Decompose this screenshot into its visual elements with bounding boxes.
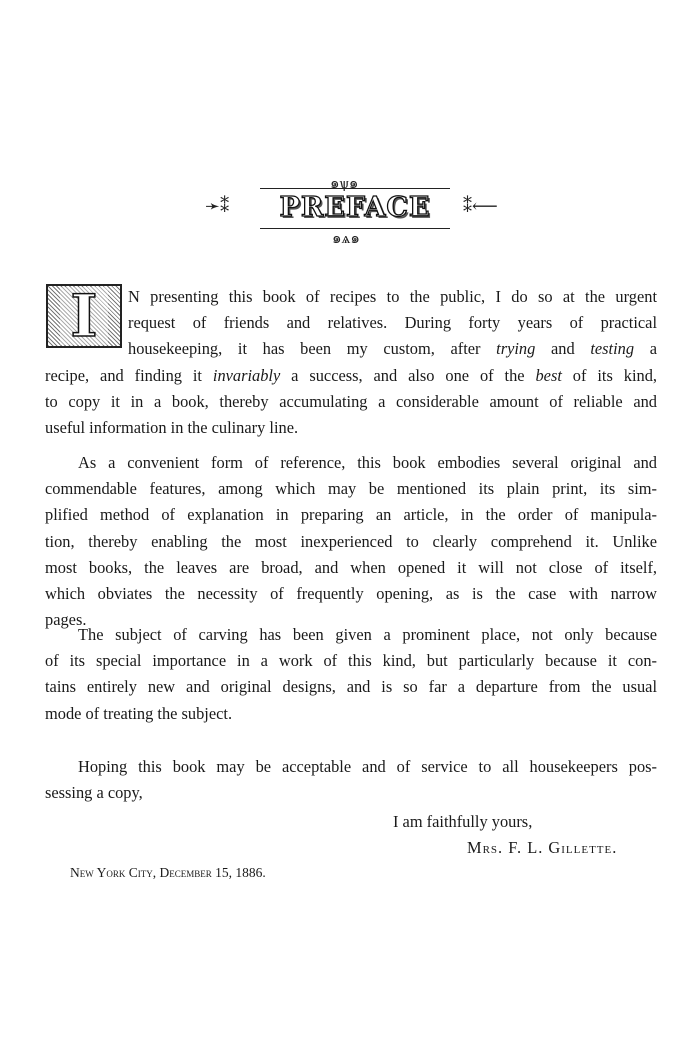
arrow-ornament-right-icon: ⁑⟵ <box>463 196 498 216</box>
text-segment: pages. <box>45 610 87 630</box>
italic-text: trying <box>496 339 536 359</box>
text-line <box>78 622 657 648</box>
scroll-ornament-bottom-icon: ๑ѧ๑ <box>332 231 360 247</box>
text-line <box>45 648 657 674</box>
page-title: PREFACE <box>279 192 431 223</box>
text-line <box>128 336 657 362</box>
text-line <box>128 310 657 336</box>
text-segment: and <box>535 339 591 359</box>
text-segment: which obviates the necessity of frequently opening, as is the case with narrow <box>45 584 657 603</box>
text-segment: request of friends and relatives. During forty years of practical <box>128 313 657 333</box>
text-line <box>128 284 657 310</box>
text-segment: sessing a copy, <box>45 783 143 803</box>
preface-heading <box>205 175 505 245</box>
text-line <box>45 476 657 502</box>
text-segment: of its kind, <box>561 365 657 385</box>
italic-text: best <box>535 365 562 385</box>
text-segment: tains entirely new and original designs, and is so far a departure from the usual <box>45 677 657 697</box>
drop-cap: I <box>46 284 122 348</box>
closing: I am faithfully yours, <box>393 812 533 831</box>
text-segment: Hoping this book may be acceptable and of service to all housekeepers pos- <box>78 757 657 776</box>
text-segment: As a convenient form of reference, this book embodies several original and <box>78 453 657 472</box>
text-segment: tion, thereby enabling the most inexperienced to clearly comprehend it. Unlike <box>45 531 657 551</box>
text-line <box>45 674 657 700</box>
text-segment: a <box>634 339 657 359</box>
text-segment: recipe, and finding it <box>45 365 213 385</box>
text-segment: plified method of explanation in preparing an article, in the order of manipula- <box>45 505 657 525</box>
text-line <box>45 555 657 581</box>
italic-text: testing <box>590 339 635 359</box>
scroll-ornament-top-icon: ๑ѱ๑ <box>330 176 359 192</box>
text-segment: of its special importance in a work of this kind, but particularly because it con- <box>45 651 657 671</box>
text-line <box>45 389 657 415</box>
text-segment: The subject of carving has been given a prominent place, not only because <box>78 625 657 644</box>
text-line <box>45 363 657 389</box>
text-segment: housekeeping, it has been my custom, after <box>128 339 497 359</box>
arrow-ornament-left-icon: ➛⁑ <box>205 196 230 216</box>
text-segment: a success, and also one of the <box>280 365 536 385</box>
text-line <box>45 701 657 727</box>
text-line <box>45 581 657 607</box>
text-segment: to copy it in a book, thereby accumulating a considerable amount of reliable and <box>45 391 657 411</box>
text-segment: N presenting this book of recipes to the public, I do so at the urgent <box>128 287 657 306</box>
signature: Mrs. F. L. Gillette. <box>467 838 618 857</box>
text-segment: commendable features, among which may be mentioned its plain print, its sim- <box>45 479 657 499</box>
text-line <box>78 450 657 476</box>
divider <box>260 188 450 189</box>
dateline: New York City, December 15, 1886. <box>70 865 266 880</box>
text-line <box>45 502 657 528</box>
text-segment: mode of treating the subject. <box>45 703 233 723</box>
text-segment: useful information in the culinary line. <box>45 418 299 437</box>
text-line <box>45 529 657 555</box>
text-line <box>45 415 657 441</box>
text-line <box>78 754 657 780</box>
italic-text: invariably <box>212 365 281 385</box>
text-line <box>45 780 657 806</box>
text-segment: most books, the leaves are broad, and when opened it will not close of itself, <box>45 557 657 577</box>
